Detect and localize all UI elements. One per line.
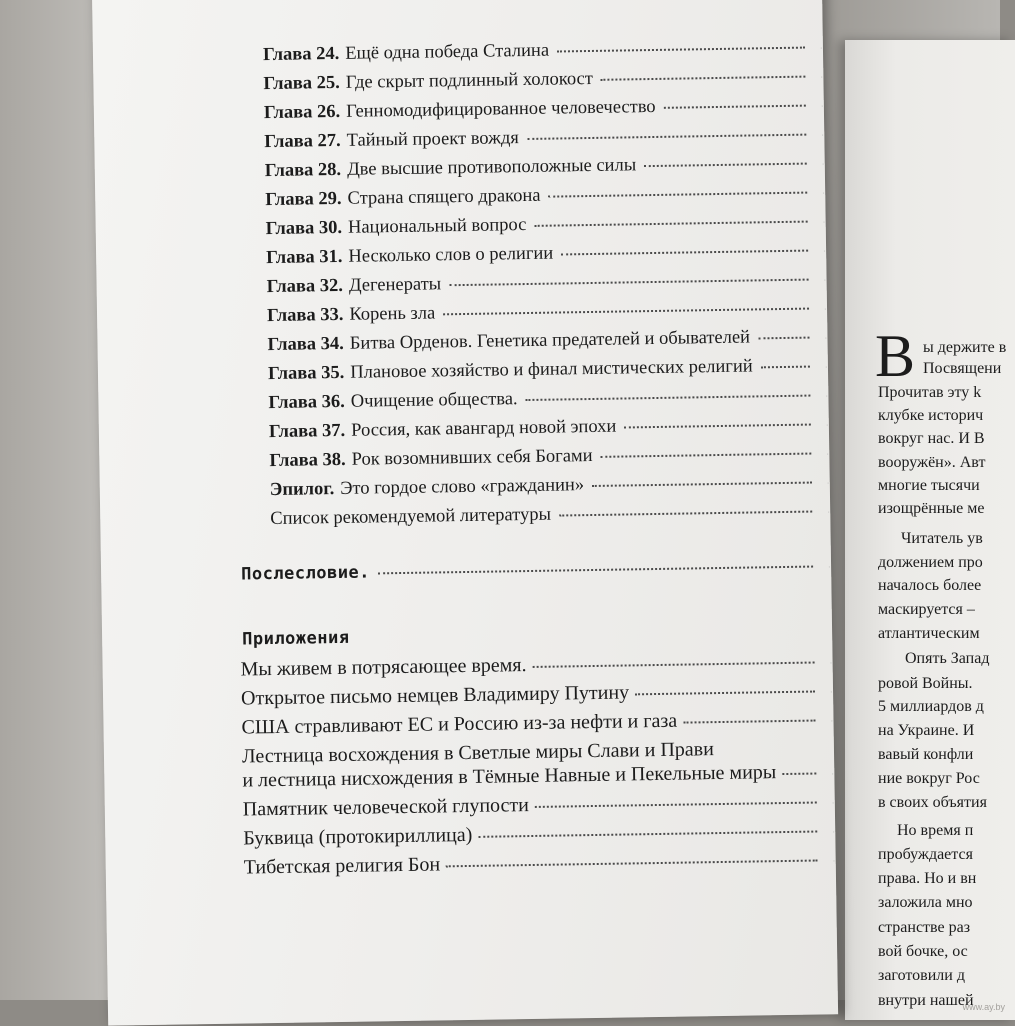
leader-dots xyxy=(664,104,806,109)
leader-dots xyxy=(527,133,806,140)
table-of-contents xyxy=(92,0,838,1026)
right-line: вавый конфли xyxy=(878,746,974,763)
right-line: 5 миллиардов д xyxy=(878,698,984,715)
right-line: Прочитав эту k xyxy=(878,384,982,401)
toc-entry: Глава 24. Ещё одна победа Сталина · xyxy=(262,40,824,66)
dropcap-letter: В xyxy=(875,323,916,389)
toc-entry: Список рекомендуемой литературы · xyxy=(270,504,831,530)
leader-dots xyxy=(446,860,818,868)
toc-entry: Глава 37. Россия, как авангард новой эпохи · xyxy=(268,416,829,443)
right-line: вооружён». Авт xyxy=(878,454,986,471)
left-page xyxy=(92,0,838,1026)
toc-entry: Глава 33. Корень зла · xyxy=(266,303,828,327)
right-line: внутри нашей xyxy=(878,992,974,1009)
leader-dots xyxy=(683,720,815,724)
right-line: странстве раз xyxy=(878,919,971,936)
right-line: изощрённые ме xyxy=(878,500,985,517)
right-line: на Украине. И xyxy=(878,722,975,739)
toc-entry: Глава 32. Дегенераты · xyxy=(266,274,827,298)
toc-entry: Глава 38. Рок возомнивших себя Богами · xyxy=(269,445,830,472)
appendix-entry-line2: и лестница нисхождения в Тёмные Навные и Пекельные миры · xyxy=(242,761,835,792)
leader-dots xyxy=(378,565,813,575)
right-line: пробуждается xyxy=(878,846,973,863)
right-line: права. Но и вн xyxy=(878,870,977,887)
toc-entry: Глава 27. Тайный проект вождя · xyxy=(264,128,825,153)
leader-dots xyxy=(478,831,817,838)
appendix-entry: Памятник человеческой глупости · xyxy=(242,794,835,821)
afterword-title: Послесловие. xyxy=(240,562,371,585)
leader-dots xyxy=(449,278,808,287)
toc-entry: Глава 31. Несколько слов о религии · xyxy=(266,243,827,269)
right-line: Посвящени xyxy=(923,360,1002,377)
right-line: должением про xyxy=(878,554,983,571)
right-line: ровой Войны. xyxy=(878,675,973,692)
right-line: маскируется – xyxy=(878,601,975,618)
right-line: началось более xyxy=(878,577,982,594)
leader-dots xyxy=(534,220,807,227)
leader-dots xyxy=(635,691,815,696)
toc-entry: Глава 29. Страна спящего дракона · xyxy=(265,185,826,211)
leader-dots xyxy=(624,423,811,429)
leader-dots xyxy=(758,336,810,340)
leader-dots xyxy=(782,773,816,776)
right-line: вой бочке, ос xyxy=(878,943,968,960)
right-line: заготовили д xyxy=(878,967,965,984)
toc-entry: Глава 26. Генномодифицированное человечество · xyxy=(263,96,824,124)
toc-entry: Эпилог. Это гордое слово «гражданин» · xyxy=(269,475,830,501)
afterword-entry: Послесловие. · xyxy=(240,562,832,585)
toc-entry: Глава 35. Плановое хозяйство и финал мистических религий · xyxy=(267,356,829,385)
right-line: многие тысячи xyxy=(878,477,980,494)
leader-dots xyxy=(601,452,812,458)
right-line: заложила мно xyxy=(878,894,973,911)
appendix-entry: Открытое письмо немцев Владимиру Путину · xyxy=(240,681,834,710)
appendix-heading: Приложения xyxy=(242,627,350,650)
right-line: атлантическим xyxy=(878,625,980,642)
toc-entry: Глава 28. Две высшие противоположные силы · xyxy=(264,155,825,182)
leader-dots xyxy=(548,191,807,198)
leader-dots xyxy=(561,249,808,256)
right-line: Опять Запад xyxy=(905,650,990,667)
toc-entry: Глава 34. Битва Орденов. Генетика предателей и обывателей · xyxy=(267,327,828,356)
appendix-entry: Мы живем в потрясающее время. · xyxy=(240,654,833,681)
right-line: клубке историч xyxy=(878,407,984,424)
watermark: www.ay.by xyxy=(962,1002,1005,1012)
toc-entry: Глава 36. Очищение общества. · xyxy=(268,389,829,414)
leader-dots xyxy=(535,802,817,808)
appendix-entry: Тибетская религия Бон · xyxy=(243,853,836,879)
leader-dots xyxy=(644,162,807,168)
leader-dots xyxy=(443,307,809,316)
right-line: Но время п xyxy=(897,822,974,839)
leader-dots xyxy=(559,510,812,517)
right-line: ы держите в xyxy=(923,339,1007,356)
leader-dots xyxy=(557,46,805,53)
appendix-entry: Буквица (протокириллица) · xyxy=(243,823,836,850)
leader-dots xyxy=(526,394,811,401)
leader-dots xyxy=(761,365,810,369)
right-line: вокруг нас. И В xyxy=(878,430,985,447)
right-line: в своих объятия xyxy=(878,794,987,811)
leader-dots xyxy=(533,662,815,668)
right-page xyxy=(845,40,1015,1020)
appendix-entry-line1: Лестница восхождения в Светлые миры Слави и Прави xyxy=(241,738,714,768)
right-line: ние вокруг Рос xyxy=(878,770,980,787)
toc-entry: Глава 30. Национальный вопрос · xyxy=(265,215,826,240)
leader-dots xyxy=(592,481,812,487)
right-line: Читатель ув xyxy=(901,530,983,547)
toc-entry: Глава 25. Где скрыт подлинный холокост · xyxy=(263,68,824,95)
leader-dots xyxy=(601,75,806,81)
appendix-entry: США стравливают ЕС и Россию из-за нефти и газа · xyxy=(241,709,834,739)
